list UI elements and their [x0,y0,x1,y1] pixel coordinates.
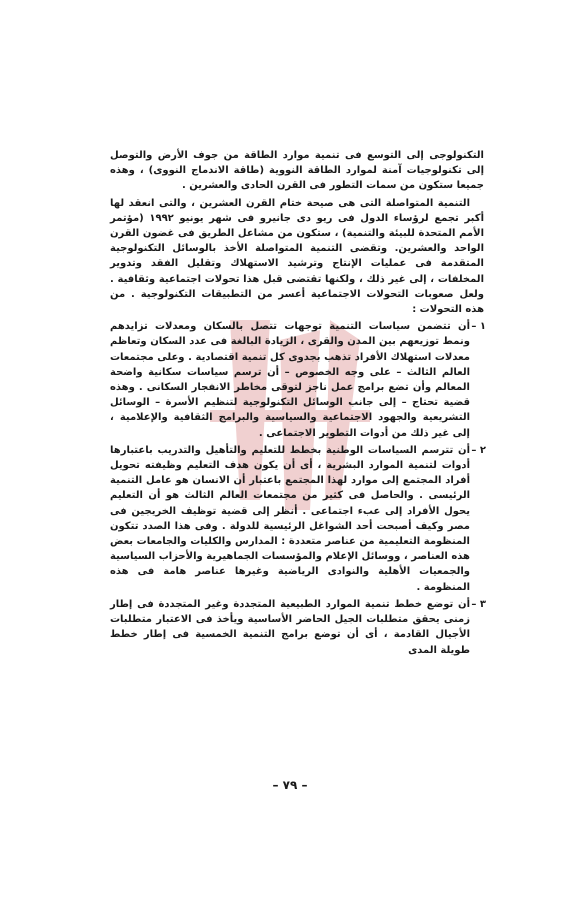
list-item-2 [110,443,484,595]
list-item-text: أن تترسم السياسات الوطنية بخطط للتعليم والتأهيل والتدريب باعتبارها أدوات لتنمية الموارد البشرية ، أى أن يكون هدف التعليم وظيفته تحويل أفراد المجتمع إلى موارد لهذا المجتمع باعتبار أن الانسان هو عامل التنمية الرئيسى . والحاصل فى كثير من مجتمعات العالم الثالث هو أن التعليم يحول الأفراد إلى عبء اجتماعى . أنظر إلى قضية توظيف الخريجين فى مصر وكيف أصبحت أحد الشواغل الرئيسية للدولة . وفى هذا الصدد تتكون المنظومة التعليمية من عناصر متعددة : المدارس والكليات والجامعات بعض هذه العناصر ، ووسائل الإعلام والمؤسسات الجماهيرية والأحزاب السياسية والجمعيات الأهلية والنوادى الرياضية وغيرها عناصر هامة فى هذه المنظومة . [110,444,470,593]
list-item-3 [110,597,484,658]
list-item-number: ٢ – [471,444,486,456]
list-item-text: أن توضع خطط تنمية الموارد الطبيعية المتجددة وغير المتجددة فى إطار زمنى يحقق متطلبات الجيل الحاضر الأساسية ويأخذ فى الاعتبار متطلبات الأجيال القادمة ، أى أن توضع برامج التنمية الخمسية فى إطار خطط طويلة المدى [110,598,470,656]
paragraph-2: التنمية المتواصلة التى هى صيحة ختام القرن العشرين ، والتى انعقد لها أكبر تجمع لرؤساء الدول فى ريو دى جانيرو فى شهر يونيو ١٩٩٢ (مؤتمر الأمم المتحدة للبيئة والتنمية) ، ستكون من مشاعل الطريق فى غضون القرن الواحد والعشرين. وتقضى التنمية المتواصلة الأخذ بالوسائل التكنولوجية المتقدمة فى عمليات الإنتاج وترشيد الاستهلاك وتقليل الفقد وتدوير المخلفات ، إلى غير ذلك ، ولكنها تقتضى قبل هذا تحولات اجتماعية وثقافية . ولعل صعوبات التحولات الاجتماعية أعسر من التطبيقات التكنولوجية . من هذه التحولات : [110,197,484,316]
body-text [110,148,484,660]
list-item-1 [110,319,484,441]
list-item-text: أن تتضمن سياسات التنمية توجهات تتصل بالسكان ومعدلات تزايدهم ونمط توزيعهم بين المدن والقرى ، الزيادة البالغة فى عدد السكان وتعاظم معدلات استهلاك الأفراد تذهب بجدوى كل تنمية اقتصادية . وعلى مجتمعات العالم الثالث – على وجه الخصوص – أن ترسم سياسات سكانية واضحة المعالم وأن تضع برامج عمل ناجز لتوقى مخاطر الانفجار السكانى . وهذه قضية تحتاج – إلى جانب الوسائل التكنولوجية لتنظيم الأسرة – الوسائل التشريعية والجهود الاجتماعية والسياسية والبرامج الثقافية والإعلامية ، إلى غير ذلك من أدوات التطوير الاجتماعى . [110,321,470,439]
paragraph-1: التكنولوجى إلى التوسع فى تنمية موارد الطاقة من جوف الأرض والتوصل إلى تكنولوجيات آمنة لموارد الطاقة النووية (طاقة الاندماج النووى) ، وهذه جميعا ستكون من سمات التطور فى القرن الحادى والعشرين . [110,150,484,192]
list-item-number: ٣ – [471,598,486,610]
list-item-number: ١ – [471,321,486,333]
page-number: – ٧٩ – [272,778,308,792]
